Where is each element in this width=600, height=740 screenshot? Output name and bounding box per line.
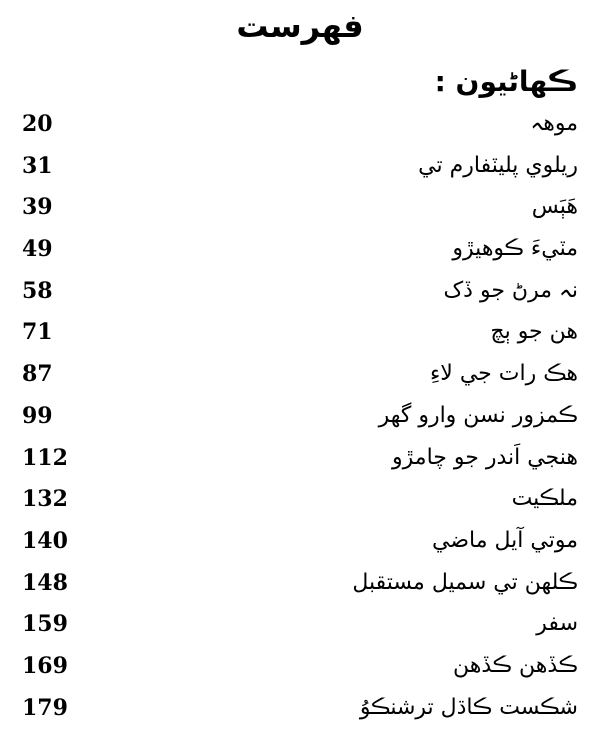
toc-entry-title: ملڪيت <box>511 486 578 512</box>
toc-entry-page-number: 112 <box>22 444 68 471</box>
toc-entry-page-number: 140 <box>22 527 68 554</box>
toc-entry-page-number: 159 <box>22 611 68 638</box>
toc-entry <box>0 646 600 688</box>
toc-entry-title: نہ مرڻ جو ڏک <box>443 277 578 303</box>
toc-entry-page-number: 99 <box>22 402 53 429</box>
toc-entry <box>0 479 600 521</box>
toc-list <box>0 104 600 729</box>
toc-entry <box>0 104 600 146</box>
toc-entry <box>0 563 600 605</box>
toc-entry-page-number: 58 <box>22 277 53 304</box>
toc-entry-title: موھہ <box>530 111 578 136</box>
toc-entry-page-number: 49 <box>22 236 53 263</box>
toc-entry-page-number: 148 <box>22 569 68 596</box>
toc-entry-title: ڪڏهن ڪڏهن <box>453 652 578 678</box>
toc-entry-page-number: 132 <box>22 486 68 513</box>
toc-entry <box>0 354 600 396</box>
toc-entry-title: ھن جو ٻچ <box>490 319 578 345</box>
toc-entry-page-number: 169 <box>22 652 68 679</box>
toc-entry-page-number: 39 <box>22 194 53 221</box>
toc-entry <box>0 688 600 730</box>
toc-entry-title: شڪست ڪاڌل ترشنڪوُ <box>359 694 578 720</box>
toc-entry-page-number: 20 <box>22 111 53 137</box>
toc-entry-title: ڪمزور نسن وارو گهر <box>378 402 578 428</box>
toc-entry <box>0 187 600 229</box>
section-heading: ڪھاڻيون : <box>434 65 578 98</box>
toc-entry-title: موتي آيل ماضي <box>432 527 578 553</box>
toc-entry-title: ريلوي پليٽفارم تي <box>418 152 578 178</box>
toc-entry-page-number: 31 <box>22 152 53 179</box>
toc-entry <box>0 604 600 646</box>
page-title: فهرست <box>236 7 364 45</box>
toc-entry-title: ڪلهن تي سميل مستقبل <box>352 569 578 595</box>
toc-entry-title: ھڪ رات جي لاءِ <box>429 361 578 387</box>
toc-entry-title: ھَٻَس <box>531 194 578 220</box>
toc-entry <box>0 396 600 438</box>
toc-entry <box>0 146 600 188</box>
toc-entry-page-number: 179 <box>22 694 68 721</box>
toc-entry <box>0 521 600 563</box>
toc-entry-page-number: 71 <box>22 319 53 346</box>
toc-entry <box>0 438 600 480</box>
toc-entry-title: مٽيءَ ڪوھيڙو <box>452 236 578 262</box>
toc-entry-title: سفر <box>536 611 578 637</box>
toc-entry <box>0 312 600 354</box>
toc-entry-page-number: 87 <box>22 361 53 388</box>
toc-entry <box>0 271 600 313</box>
toc-entry-title: هنجي اَندر جو چامڙو <box>392 444 578 470</box>
toc-entry <box>0 229 600 271</box>
